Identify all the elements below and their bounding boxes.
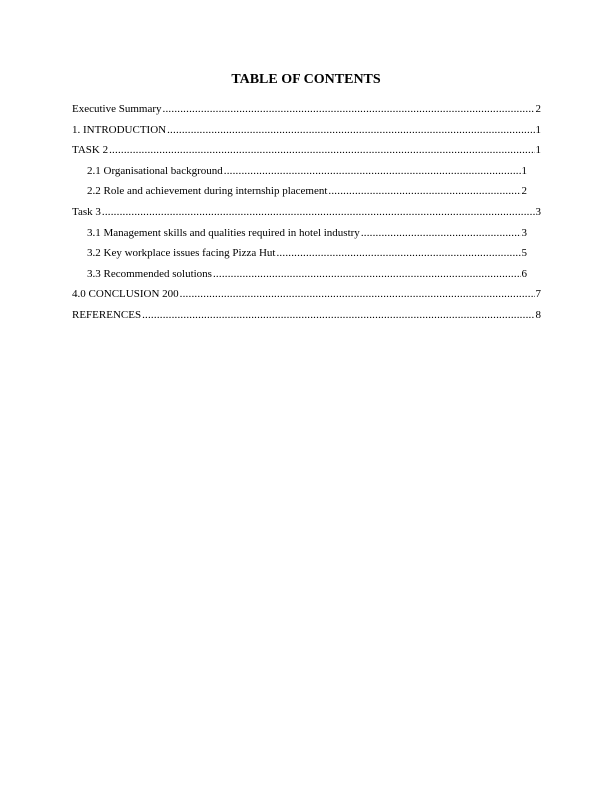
toc-entry-key-workplace-issues[interactable] xyxy=(87,247,527,268)
toc-page-number: 2 xyxy=(521,185,527,198)
toc-page-number: 1 xyxy=(535,144,541,157)
toc-entry-label: 3.2 Key workplace issues facing Pizza Hut xyxy=(87,247,276,260)
toc-list xyxy=(72,103,542,330)
toc-entry-recommended-solutions[interactable] xyxy=(87,268,527,289)
toc-entry-label: 2.2 Role and achievement during internship placement xyxy=(87,185,328,198)
toc-entry-label: 1. INTRODUCTION xyxy=(72,123,167,136)
toc-entry-introduction[interactable] xyxy=(72,124,541,145)
toc-entry-label: 2.1 Organisational background xyxy=(87,164,223,177)
toc-entry-task-3[interactable] xyxy=(72,206,541,227)
toc-entry-label: 4.0 CONCLUSION 200 xyxy=(72,288,179,301)
toc-dot-leader xyxy=(163,103,535,116)
toc-entry-label: TASK 2 xyxy=(72,144,109,157)
toc-dot-leader xyxy=(213,268,521,281)
toc-dot-leader xyxy=(224,165,521,178)
toc-entry-task-2[interactable] xyxy=(72,144,541,165)
toc-dot-leader xyxy=(180,288,535,301)
toc-entry-organisational-background[interactable] xyxy=(87,165,527,186)
toc-dot-leader xyxy=(328,185,520,198)
toc-entry-executive-summary[interactable] xyxy=(72,103,541,124)
toc-title: TABLE OF CONTENTS xyxy=(231,72,381,87)
toc-page-number: 5 xyxy=(521,247,527,260)
toc-dot-leader xyxy=(361,227,521,240)
toc-page-number: 1 xyxy=(521,164,527,177)
toc-page-number: 6 xyxy=(521,267,527,280)
toc-page-number: 3 xyxy=(521,226,527,239)
toc-entry-management-skills[interactable] xyxy=(87,227,527,248)
toc-entry-role-and-achievement[interactable] xyxy=(87,185,527,206)
toc-dot-leader xyxy=(102,206,535,219)
toc-page-number: 3 xyxy=(535,205,541,218)
toc-entry-label: 3.3 Recommended solutions xyxy=(87,267,212,280)
toc-entry-label: Task 3 xyxy=(72,205,101,218)
toc-page-number: 1 xyxy=(535,123,541,136)
toc-page-number: 8 xyxy=(535,308,541,321)
toc-entry-references[interactable] xyxy=(72,309,541,330)
toc-dot-leader xyxy=(276,247,520,260)
toc-page-number: 7 xyxy=(535,288,541,301)
toc-entry-label: Executive Summary xyxy=(72,103,162,115)
toc-dot-leader xyxy=(109,144,534,157)
toc-dot-leader xyxy=(167,124,534,137)
toc-entry-label: 3.1 Management skills and qualities required in hotel industry xyxy=(87,226,360,239)
toc-entry-conclusion[interactable] xyxy=(72,288,541,309)
toc-entry-label: REFERENCES xyxy=(72,308,142,321)
toc-page-number: 2 xyxy=(535,103,541,115)
toc-dot-leader xyxy=(142,309,534,322)
